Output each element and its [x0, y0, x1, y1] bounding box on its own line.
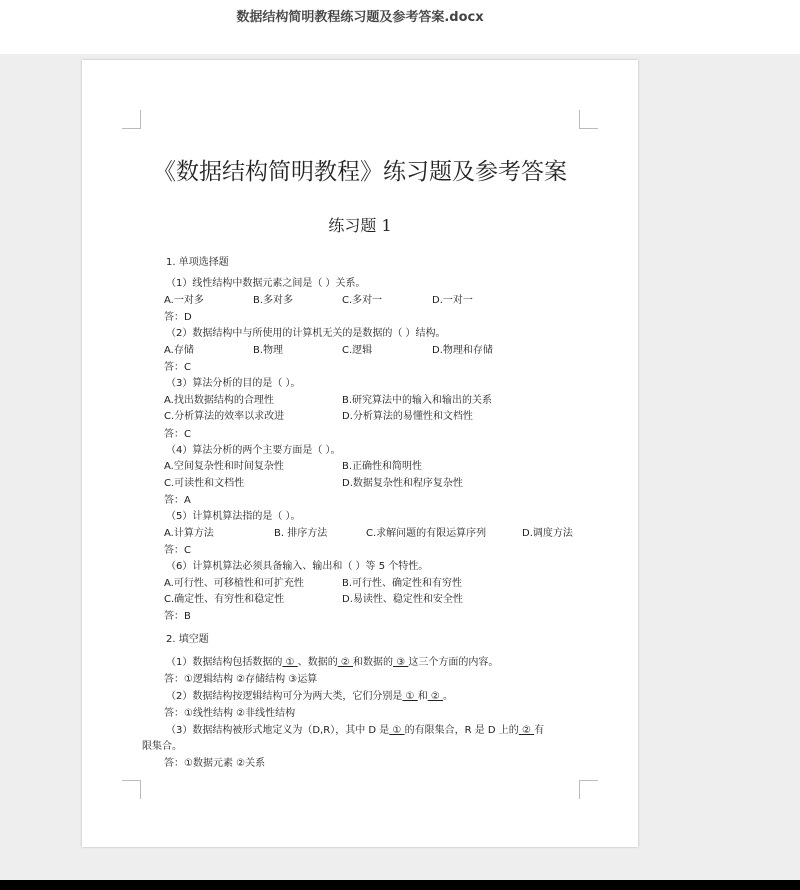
- question-stem: （5）计算机算法指的是（ ）。: [166, 511, 301, 522]
- chapter-heading: 练习题 1: [328, 216, 392, 235]
- margin-mark-top-left: [122, 110, 141, 129]
- option-d: D.一对一: [432, 295, 473, 306]
- question-stem: （4）算法分析的两个主要方面是（ ）。: [166, 445, 341, 456]
- option-b: B.多对多: [253, 295, 294, 306]
- option-a: A.一对多: [164, 295, 204, 306]
- question-stem: （2）数据结构中与所使用的计算机无关的是数据的（ ）结构。: [166, 328, 446, 339]
- answer: 答：B: [164, 611, 191, 622]
- option-d: D.物理和存储: [432, 345, 493, 356]
- fill-question-continued: 限集合。: [142, 741, 182, 752]
- option-c: C.分析算法的效率以求改进: [164, 411, 285, 422]
- option-c: C.可读性和文档性: [164, 478, 245, 489]
- answer: 答：①数据元素 ②关系: [164, 758, 266, 769]
- file-title: 数据结构简明教程练习题及参考答案.docx: [236, 10, 484, 25]
- option-b: B.正确性和简明性: [342, 461, 423, 472]
- option-d: D.分析算法的易懂性和文档性: [342, 411, 473, 422]
- answer: 答：C: [164, 362, 191, 373]
- margin-mark-bottom-right: [579, 780, 598, 799]
- answer: 答：C: [164, 545, 191, 556]
- title-bar: [0, 0, 800, 54]
- margin-mark-top-right: [579, 110, 598, 129]
- option-b: B.可行性、确定性和有穷性: [342, 578, 463, 589]
- option-c: C.逻辑: [342, 345, 373, 356]
- answer: 答：①线性结构 ②非线性结构: [164, 708, 296, 719]
- answer: 答：C: [164, 429, 191, 440]
- fill-question: （1）数据结构包括数据的 ① 、数据的 ② 和数据的 ③ 这三个方面的内容。: [166, 657, 499, 668]
- margin-mark-bottom-left: [122, 780, 141, 799]
- section-heading: 2. 填空题: [166, 634, 209, 645]
- fill-question: （3）数据结构被形式地定义为（D,R），其中 D 是 ① 的有限集合，R 是 D 上的 ② 有: [166, 725, 545, 736]
- answer: 答：D: [164, 312, 192, 323]
- option-b: B. 排序方法: [274, 528, 328, 539]
- question-stem: （1）线性结构中数据元素之间是（ ）关系。: [166, 278, 366, 289]
- answer: 答：①逻辑结构 ②存储结构 ③运算: [164, 674, 318, 685]
- option-a: A.计算方法: [164, 528, 214, 539]
- fill-question: （2）数据结构按逻辑结构可分为两大类，它们分别是 ① 和 ② 。: [166, 691, 454, 702]
- option-c: C.确定性、有穷性和稳定性: [164, 594, 285, 605]
- option-c: C.求解问题的有限运算序列: [366, 528, 487, 539]
- question-stem: （6）计算机算法必须具备输入、输出和（ ）等 5 个特性。: [166, 561, 429, 572]
- option-c: C.多对一: [342, 295, 383, 306]
- question-stem: （3）算法分析的目的是（ ）。: [166, 378, 301, 389]
- answer: 答：A: [164, 495, 191, 506]
- option-a: A.找出数据结构的合理性: [164, 395, 274, 406]
- option-a: A.可行性、可移植性和可扩充性: [164, 578, 304, 589]
- option-d: D.调度方法: [522, 528, 573, 539]
- option-b: B.研究算法中的输入和输出的关系: [342, 395, 493, 406]
- bottom-bar: [0, 880, 800, 890]
- option-a: A.空间复杂性和时间复杂性: [164, 461, 284, 472]
- section-heading: 1. 单项选择题: [166, 257, 229, 268]
- option-d: D.数据复杂性和程序复杂性: [342, 478, 463, 489]
- document-title: 《数据结构简明教程》练习题及参考答案: [153, 159, 567, 185]
- viewer-footer: [0, 858, 800, 880]
- option-d: D.易读性、稳定性和安全性: [342, 594, 463, 605]
- option-a: A.存储: [164, 345, 194, 356]
- document-page: [82, 60, 638, 847]
- option-b: B.物理: [253, 345, 284, 356]
